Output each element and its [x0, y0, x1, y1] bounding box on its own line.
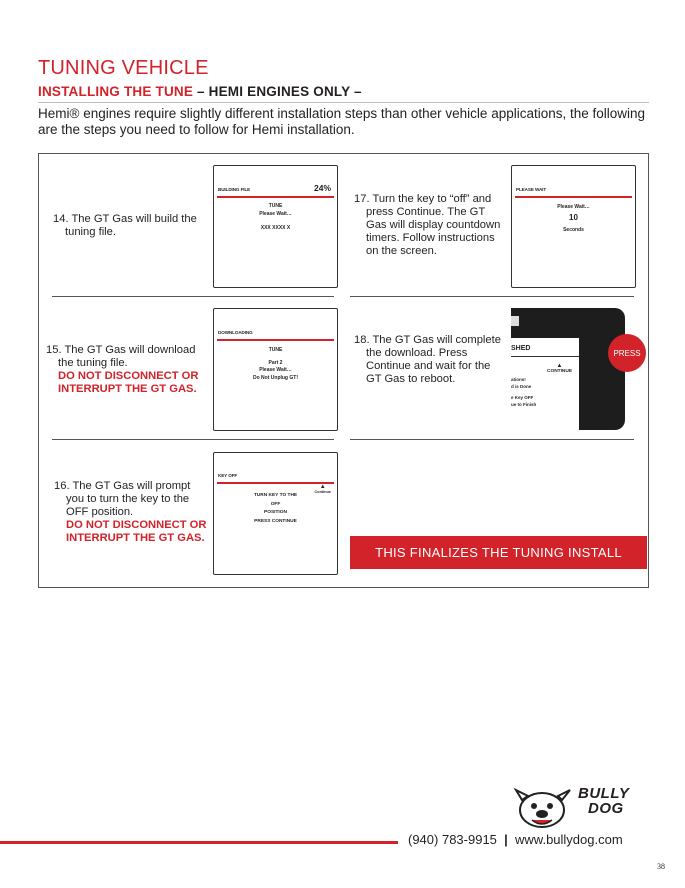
screen-line: Part 2	[268, 359, 283, 366]
step-text-line: the tuning file.	[58, 357, 128, 369]
divider	[350, 439, 634, 440]
step-15-text	[46, 344, 214, 396]
step-text-line: 15. The GT Gas will download	[46, 344, 196, 356]
logo-text	[578, 786, 629, 816]
step-text-line: Gas will display countdown	[366, 219, 501, 231]
screen-header: BUILDING FILE	[218, 187, 251, 192]
footer-rule	[0, 841, 398, 844]
screen-downloading	[213, 308, 338, 431]
step-text-line: 14. The GT Gas will build the	[53, 213, 197, 225]
screen-header: SHED	[511, 345, 531, 352]
screen-divider	[217, 339, 334, 341]
step-16-text	[54, 480, 214, 545]
triangle-icon: ▲	[556, 363, 563, 369]
screen-body	[512, 203, 635, 235]
screen-building-file	[213, 165, 338, 288]
divider	[52, 296, 334, 297]
warning-line: INTERRUPT THE GT GAS.	[58, 383, 197, 395]
screen-line: XXX XXXX X	[260, 225, 291, 231]
screen-header: DOWNLOADING	[218, 330, 253, 335]
warning-line: DO NOT DISCONNECT OR	[58, 370, 199, 382]
intro-paragraph: Hemi® engines require slightly different installation steps than other vehicle applications, the following are the steps you need to follow for Hemi installation.	[38, 106, 646, 137]
screen-line: Please Wait…	[557, 204, 590, 210]
finalize-banner: THIS FINALIZES THE TUNING INSTALL	[350, 536, 647, 569]
subtitle-red: INSTALLING THE TUNE	[38, 84, 194, 99]
screen-line: TUNE	[268, 203, 283, 209]
step-text-line: 16. The GT Gas will prompt	[54, 480, 191, 492]
page-number: 38	[657, 862, 665, 871]
screen-line: Do Not Unplug GT!	[253, 374, 298, 381]
continue-label: CONTINUE	[547, 369, 573, 374]
continue-hint	[547, 363, 572, 374]
screen-line: ations!	[511, 377, 526, 382]
press-callout: PRESS	[608, 334, 646, 372]
screen-body	[511, 376, 536, 408]
screen-line: ue to Finish	[511, 402, 537, 407]
step-text-line: tuning file.	[65, 226, 116, 238]
subtitle-rest: – HEMI ENGINES ONLY –	[193, 84, 362, 99]
screen-line: TURN KEY TO THE	[253, 493, 298, 498]
step-text-line: OFF position.	[66, 506, 134, 518]
footer-divider: |	[504, 832, 508, 847]
page-title: TUNING VEHICLE	[38, 57, 209, 79]
step-text-line: 18. The GT Gas will complete	[354, 334, 501, 346]
screen-header: KEY OFF	[218, 473, 238, 478]
step-18-text	[354, 334, 514, 386]
screen-body	[214, 347, 337, 382]
logo-line: BULLY	[578, 785, 630, 802]
divider	[52, 439, 334, 440]
step-text-line: on the screen.	[366, 245, 437, 257]
triangle-icon: ▲	[319, 484, 326, 490]
screen-line: Seconds	[563, 227, 584, 233]
step-text-line: 17. Turn the key to “off” and	[354, 193, 492, 205]
screen-line: PRESS CONTINUE	[254, 518, 297, 524]
website-link[interactable]: www.bullydog.com	[515, 832, 623, 847]
footer-contact	[408, 832, 623, 847]
screen-line: d is Done	[511, 384, 532, 389]
screen-key-off	[213, 452, 338, 575]
warning-line: DO NOT DISCONNECT OR	[66, 519, 207, 531]
section-subtitle	[38, 84, 362, 99]
bulldog-mascot-icon	[512, 782, 576, 832]
divider	[350, 296, 634, 297]
screen-line: Please Wait…	[259, 211, 292, 217]
phone-number: (940) 783-9915	[408, 832, 497, 847]
screen-body	[214, 492, 337, 526]
screen-body	[214, 202, 337, 232]
step-17-text	[354, 193, 514, 258]
screen-line: TUNE	[268, 347, 283, 353]
step-text-line: GT Gas to reboot.	[366, 373, 456, 385]
step-14-text	[53, 213, 213, 239]
continue-label: Continue	[314, 490, 331, 494]
step-text-line: timers. Follow instructions	[366, 232, 495, 244]
screen-line: OFF	[270, 501, 281, 507]
step-text-line: you to turn the key to the	[66, 493, 190, 505]
bully-dog-logo	[512, 782, 652, 834]
screen-line: POSITION	[264, 510, 287, 515]
screen-please-wait	[511, 165, 636, 288]
warning-line: INTERRUPT THE GT GAS.	[66, 532, 205, 544]
screen-divider	[511, 356, 579, 357]
logo-line: DOG	[588, 800, 624, 817]
screen-header: PLEASE WAIT	[516, 187, 547, 192]
screen-divider	[515, 196, 632, 198]
device-photo-finished	[511, 308, 648, 430]
countdown-value: 10	[569, 213, 578, 222]
progress-percent: 24%	[313, 183, 331, 193]
screen-line: Please Wait…	[259, 367, 292, 373]
screen-line: e Key OFF	[511, 395, 534, 400]
step-text-line: press Continue. The GT	[366, 206, 486, 218]
step-text-line: Continue and wait for the	[366, 360, 491, 372]
screen-divider	[217, 196, 334, 198]
header-rule	[38, 102, 649, 103]
step-text-line: the download. Press	[366, 347, 468, 359]
device-logo-fragment	[511, 316, 519, 326]
